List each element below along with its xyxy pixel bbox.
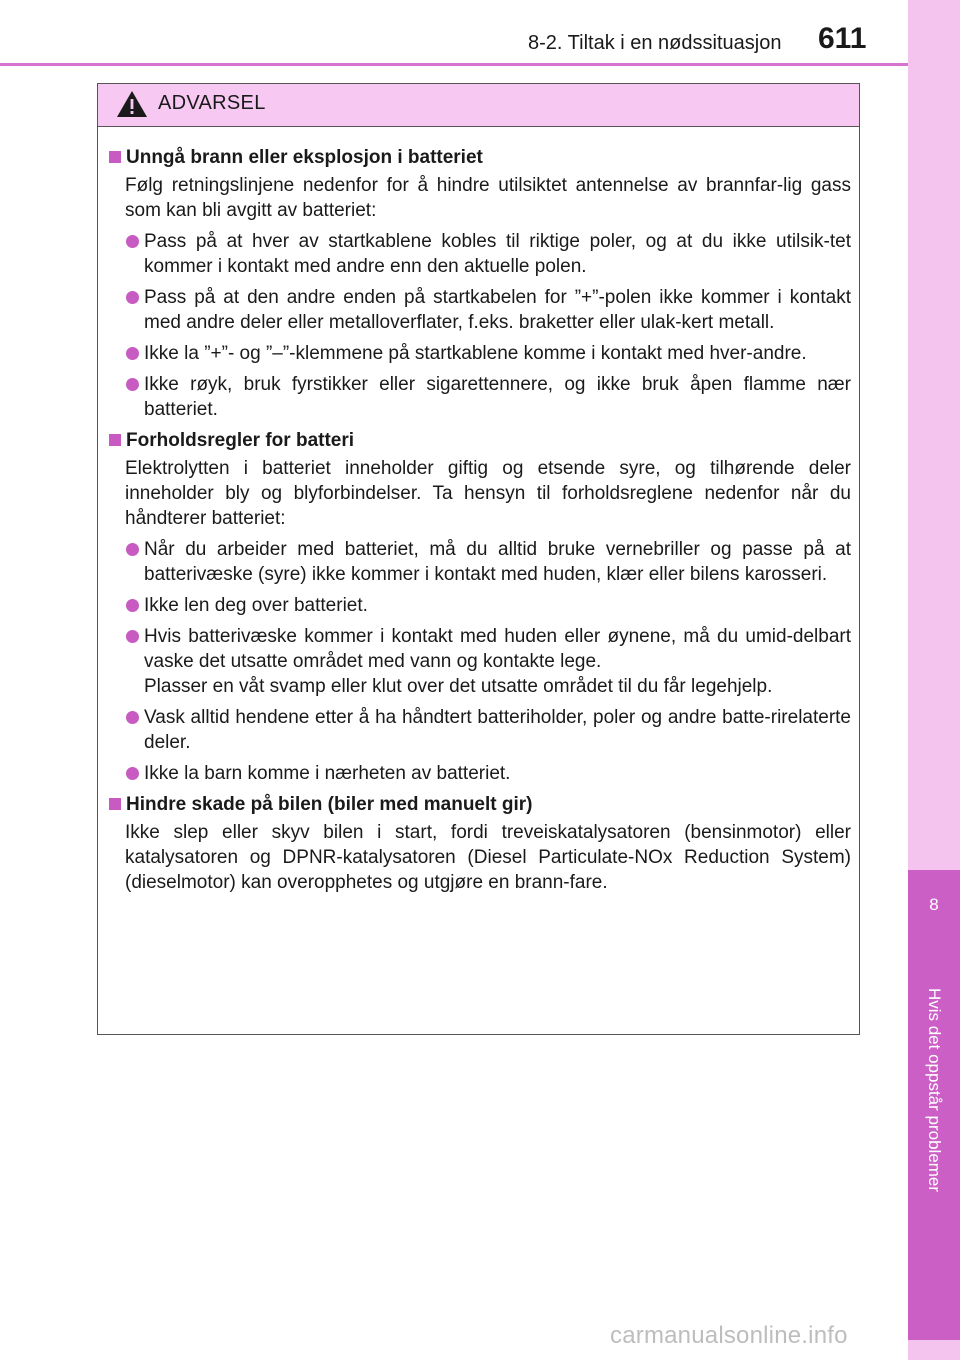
bullet-icon bbox=[126, 711, 139, 724]
section-title: Unngå brann eller eksplosjon i batteriet bbox=[108, 145, 851, 170]
list-item-text: Når du arbeider med batteriet, må du alltid bruke vernebriller og passe på at batterivæske (syre) ikke kommer i kontakt med huden, klær eller bilens karosseri. bbox=[144, 539, 851, 585]
section-intro: Følg retningslinjene nedenfor for å hindre utilsiktet antennelse av brannfar-lig gass som kan bli avgitt av batteriet: bbox=[125, 175, 851, 221]
list-item bbox=[108, 285, 851, 335]
list-item-text: Pass på at hver av startkablene kobles til riktige poler, og at du ikke utilsik-tet kommer i kontakt med andre enn den aktuelle polen. bbox=[144, 231, 851, 277]
list-item-text: Vask alltid hendene etter å ha håndtert batteriholder, poler og andre batte-rirelaterte deler. bbox=[144, 707, 851, 753]
section-title: Forholdsregler for batteri bbox=[108, 428, 851, 453]
bullet-icon bbox=[126, 347, 139, 360]
section-title: Hindre skade på bilen (biler med manuelt gir) bbox=[108, 792, 851, 817]
bullet-icon bbox=[126, 599, 139, 612]
bullet-icon bbox=[126, 378, 139, 391]
header-rule bbox=[0, 63, 908, 66]
list-item-text: Ikke røyk, bruk fyrstikker eller sigarettennere, og ikke bruk åpen flamme nær batteriet. bbox=[144, 374, 851, 420]
list-item bbox=[108, 624, 851, 699]
warning-header bbox=[98, 84, 859, 127]
list-item bbox=[108, 537, 851, 587]
bullet-icon bbox=[126, 630, 139, 643]
section-intro: Ikke slep eller skyv bilen i start, fordi treveiskatalysatoren (bensinmotor) eller katalysatoren og DPNR-katalysatoren (Diesel Particulate-NOx Reduction System) (dieselmotor) kan overopphetes og utgjøre en brann-fare. bbox=[125, 822, 851, 893]
list-item-text: Ikke la barn komme i nærheten av batteriet. bbox=[144, 763, 511, 784]
list-item bbox=[108, 593, 851, 618]
chapter-number: 8 bbox=[929, 895, 939, 914]
list-item bbox=[108, 372, 851, 422]
section-heading: 8-2. Tiltak i en nødssituasjon bbox=[528, 32, 782, 54]
page-number: 611 bbox=[818, 22, 867, 55]
list-item bbox=[108, 761, 851, 786]
bullet-icon bbox=[126, 543, 139, 556]
warning-body bbox=[98, 127, 859, 895]
chapter-title: Hvis det oppstår problemer bbox=[925, 987, 944, 1193]
list-item-text: Ikke len deg over batteriet. bbox=[144, 595, 368, 616]
list-item bbox=[108, 341, 851, 366]
bullet-list bbox=[108, 229, 851, 422]
section-intro: Elektrolytten i batteriet inneholder giftig og etsende syre, og tilhørende deler inneholder bly og blyforbindelser. Ta hensyn til forholdsreglene nedenfor når du håndterer batteriet: bbox=[125, 458, 851, 529]
list-item-text: Pass på at den andre enden på startkabelen for ”+”-polen ikke kommer i kontakt med andre deler eller metalloverflater, f.eks. braketter eller ulak-kert metall. bbox=[144, 287, 851, 333]
list-item-text: Ikke la ”+”- og ”–”-klemmene på startkablene komme i kontakt med hver-andre. bbox=[144, 343, 807, 364]
bullet-list bbox=[108, 537, 851, 786]
list-item bbox=[108, 705, 851, 755]
watermark: carmanualsonline.info bbox=[610, 1322, 848, 1349]
bullet-icon bbox=[126, 767, 139, 780]
list-item-text: Hvis batterivæske kommer i kontakt med huden eller øynene, må du umid-delbart vaske det utsatte området med vann og kontakte lege. Plasser en våt svamp eller klut over det utsatte området til du får legehjelp. bbox=[144, 626, 851, 697]
warning-triangle-icon bbox=[116, 90, 148, 118]
bullet-icon bbox=[126, 235, 139, 248]
list-item bbox=[108, 229, 851, 279]
warning-label: ADVARSEL bbox=[158, 92, 266, 114]
warning-box bbox=[97, 83, 860, 1035]
bullet-icon bbox=[126, 291, 139, 304]
